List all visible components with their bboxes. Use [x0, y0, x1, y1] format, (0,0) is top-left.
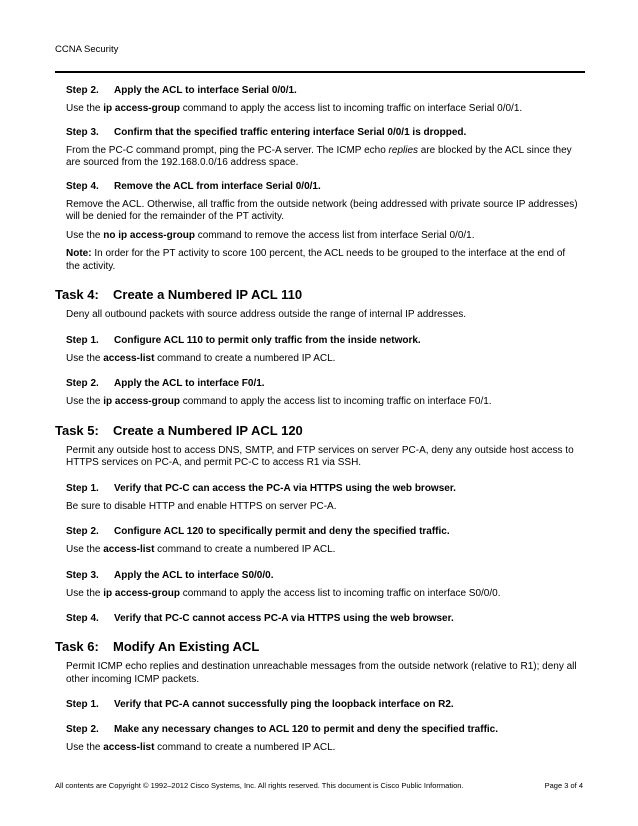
step-heading: [66, 612, 585, 625]
task-number: Task 6:: [55, 639, 99, 654]
command-name: access-list: [103, 742, 155, 753]
text: command to apply the access list to incoming traffic on interface S0/0/0.: [179, 587, 501, 599]
text: command to create a numbered IP ACL.: [154, 742, 336, 753]
task-heading: [55, 287, 585, 303]
command-name: ip access-group: [103, 396, 180, 407]
step-title: Remove the ACL from interface Serial 0/0/1.: [114, 180, 321, 192]
step-number: Step 2.: [66, 526, 99, 537]
step-heading: [66, 723, 585, 736]
command-name: access-list: [103, 544, 155, 555]
step-heading: [66, 126, 585, 139]
text: command to create a numbered IP ACL.: [154, 544, 336, 555]
emphasis: replies: [388, 144, 419, 156]
step-number: Step 4.: [66, 180, 99, 192]
task-title: Modify An Existing ACL: [113, 639, 260, 654]
document-body: [55, 84, 585, 755]
text: Use the: [66, 229, 104, 241]
text: Use the: [66, 103, 104, 114]
task-number: Task 4:: [55, 287, 99, 302]
page-header-title: CCNA Security: [55, 44, 119, 55]
text: command to apply the access list to incoming traffic on interface Serial 0/0/1.: [179, 103, 523, 114]
paragraph: [66, 742, 581, 755]
step-title: Verify that PC-C can access the PC-A via HTTPS using the web browser.: [114, 482, 456, 494]
text: command to apply the access list to incoming traffic on interface F0/1.: [179, 396, 492, 407]
paragraph: [66, 588, 581, 601]
paragraph: Be sure to disable HTTP and enable HTTPS on server PC-A.: [66, 500, 337, 512]
note-label: Note:: [66, 248, 92, 259]
step-heading: [66, 180, 585, 193]
text: Use the: [66, 352, 104, 364]
step-heading: [66, 698, 585, 711]
command-name: ip access-group: [103, 103, 180, 114]
text: command to create a numbered IP ACL.: [154, 352, 336, 364]
paragraph: Remove the ACL. Otherwise, all traffic from the outside network (being addressed with private source IP addresses) will be denied for the remainder of the PT activity.: [66, 198, 578, 222]
task-number: Task 5:: [55, 422, 99, 438]
command-name: access-list: [103, 352, 155, 364]
step-title: Configure ACL 110 to permit only traffic from the inside network.: [114, 334, 421, 346]
text: Use the: [66, 544, 104, 555]
text: Use the: [66, 396, 104, 407]
step-title: Configure ACL 120 to specifically permit and deny the specified traffic.: [114, 526, 450, 537]
command-name: no ip access-group: [103, 229, 195, 241]
step-heading: [66, 482, 585, 495]
step-title: Make any necessary changes to ACL 120 to permit and deny the specified traffic.: [114, 724, 499, 735]
step-number: Step 1.: [66, 334, 99, 346]
task-heading: [55, 639, 585, 655]
step-title: Verify that PC-C cannot access PC-A via HTTPS using the web browser.: [114, 613, 454, 624]
note-paragraph: [66, 248, 581, 273]
step-heading: [66, 569, 585, 582]
paragraph: [66, 103, 581, 116]
step-number: Step 2.: [66, 85, 99, 96]
paragraph: Permit any outside host to access DNS, SMTP, and FTP services on server PC-A, deny any outside host access to HTTPS services on PC-A, and permit PC-C to access R1 via SSH.: [66, 444, 574, 468]
step-number: Step 3.: [66, 126, 99, 138]
text: Use the: [66, 587, 104, 599]
step-number: Step 1.: [66, 482, 99, 494]
step-number: Step 1.: [66, 699, 99, 710]
task-title: Create a Numbered IP ACL 120: [113, 422, 303, 438]
paragraph: Deny all outbound packets with source address outside the range of internal IP addresses.: [66, 309, 467, 320]
text: command to remove the access list from interface Serial 0/0/1.: [194, 229, 475, 241]
command-name: ip access-group: [103, 587, 180, 599]
step-heading: [66, 334, 585, 347]
step-title: Verify that PC-A cannot successfully ping the loopback interface on R2.: [114, 699, 454, 710]
paragraph: [66, 353, 581, 366]
text: From the PC-C command prompt, ping the PC-A server. The ICMP echo: [66, 144, 389, 156]
step-title: Apply the ACL to interface S0/0/0.: [114, 569, 274, 581]
footer-copyright: All contents are Copyright © 1992–2012 Cisco Systems, Inc. All rights reserved. This document is Cisco Public Information.: [55, 781, 464, 790]
step-number: Step 2.: [66, 378, 99, 389]
step-heading: [66, 84, 585, 97]
text: In order for the PT activity to score 100 percent, the ACL needs to be grouped to the interface at the end of the activity.: [66, 248, 566, 272]
paragraph: [66, 145, 581, 170]
step-heading: [66, 525, 585, 538]
text: are blocked by the ACL since they are sourced from the 192.168.0.0/16 address space.: [66, 144, 572, 168]
task-heading: [55, 423, 585, 439]
text: Use the: [66, 742, 104, 753]
paragraph: Permit ICMP echo replies and destination unreachable messages from the outside network (relative to R1); deny all other incoming ICMP packets.: [66, 661, 577, 685]
header-divider: [55, 71, 585, 73]
step-number: Step 4.: [66, 613, 99, 624]
paragraph: [66, 230, 581, 243]
footer-page-number: Page 3 of 4: [544, 781, 583, 790]
step-title: Apply the ACL to interface Serial 0/0/1.: [114, 85, 297, 96]
step-number: Step 2.: [66, 724, 99, 735]
step-heading: [66, 377, 585, 390]
task-title: Create a Numbered IP ACL 110: [113, 287, 303, 302]
step-title: Confirm that the specified traffic entering interface Serial 0/0/1 is dropped.: [114, 126, 467, 138]
step-number: Step 3.: [66, 569, 99, 581]
paragraph: [66, 544, 581, 557]
step-title: Apply the ACL to interface F0/1.: [114, 378, 265, 389]
paragraph: [66, 396, 581, 409]
